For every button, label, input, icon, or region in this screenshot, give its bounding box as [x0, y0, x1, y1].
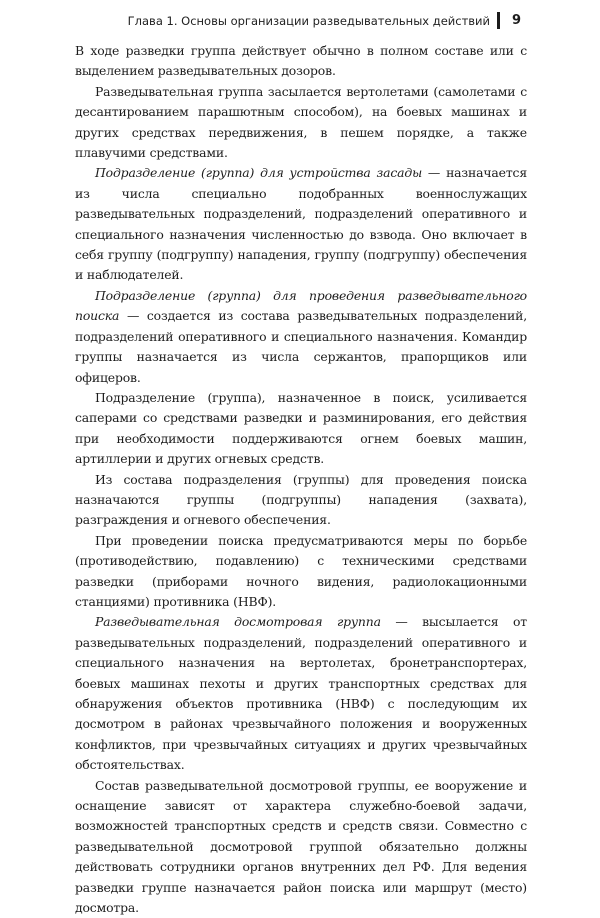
paragraph-8 [75, 612, 527, 775]
paragraph-2: Разведывательная группа засылается вертолетами (самолетами с десантированием парашютным способом), на боевых машинах и других средствах передвижения, в пешем порядке, а также плавучими средствами. [75, 83, 527, 161]
running-head-separator [497, 12, 500, 29]
paragraph-6: Из состава подразделения (группы) для проведения поиска назначаются группы (подгруппы) нападения (захвата), разграждения и огневого обеспечения. [75, 471, 527, 528]
paragraph-7: При проведении поиска предусматриваются меры по борьбе (противодействию, подавлению) с техническими средствами разведки (приборами ночного видения, радиолокационными станциями) противника (НВФ). [75, 532, 527, 609]
running-head-title: Глава 1. Основы организации разведывательных действий [127, 14, 490, 28]
paragraph-3 [75, 163, 527, 285]
term-search-group: Подразделение (группа) для проведения разведывательного поиска [75, 287, 527, 324]
paragraph-4 [75, 286, 527, 388]
paragraph-3-text: — назначается из числа специально подобранных военнослужащих разведывательных подразделений, подразделений оперативного и специального назначения численностью до взвода. Оно включает в себя группу (подгруппу) нападения, группу (подгруппу) обеспечения и наблюдателей. [75, 165, 527, 283]
paragraph-1: В ходе разведки группа действует обычно в полном составе или с выделением разведывательных дозоров. [75, 43, 527, 79]
paragraph-4-text: — создается из состава разведывательных подразделений, подразделений оперативного и специального назначения. Командир группы назначается из числа сержантов, прапорщиков или офицеров. [75, 308, 527, 385]
term-ambush-group: Подразделение (группа) для устройства засады [95, 165, 423, 181]
term-inspection-group: Разведывательная досмотровая группа [95, 614, 381, 630]
paragraph-8-text: — высылается от разведывательных подразделений, подразделений оперативного и специального назначения на вертолетах, бронетранспортерах, боевых машинах пехоты и других транспортных средствах для обнаружения объектов противника (НВФ) с последующим их досмотром в районах чрезвычайного положения и вооруженных конфликтов, при чрезвычайных ситуациях и других чрезвычайных обстоятельствах. [75, 614, 527, 773]
body-text [75, 41, 527, 918]
paragraph-5: Подразделение (группа), назначенное в поиск, усиливается саперами со средствами разведки и разминирования, его действия при необходимости поддерживаются огнем боевых машин, артиллерии и других огневых средств. [75, 389, 527, 467]
paragraph-9: Состав разведывательной досмотровой группы, ее вооружение и оснащение зависят от характера служебно-боевой задачи, возможностей транспортных средств и средств связи. Совместно с разведывательной досмотровой группой обязательно должны действовать сотрудники органов внутренних дел РФ. Для ведения разведки группе назначается район поиска или маршрут (место) досмотра. [75, 777, 527, 916]
page-number: 9 [512, 13, 522, 28]
